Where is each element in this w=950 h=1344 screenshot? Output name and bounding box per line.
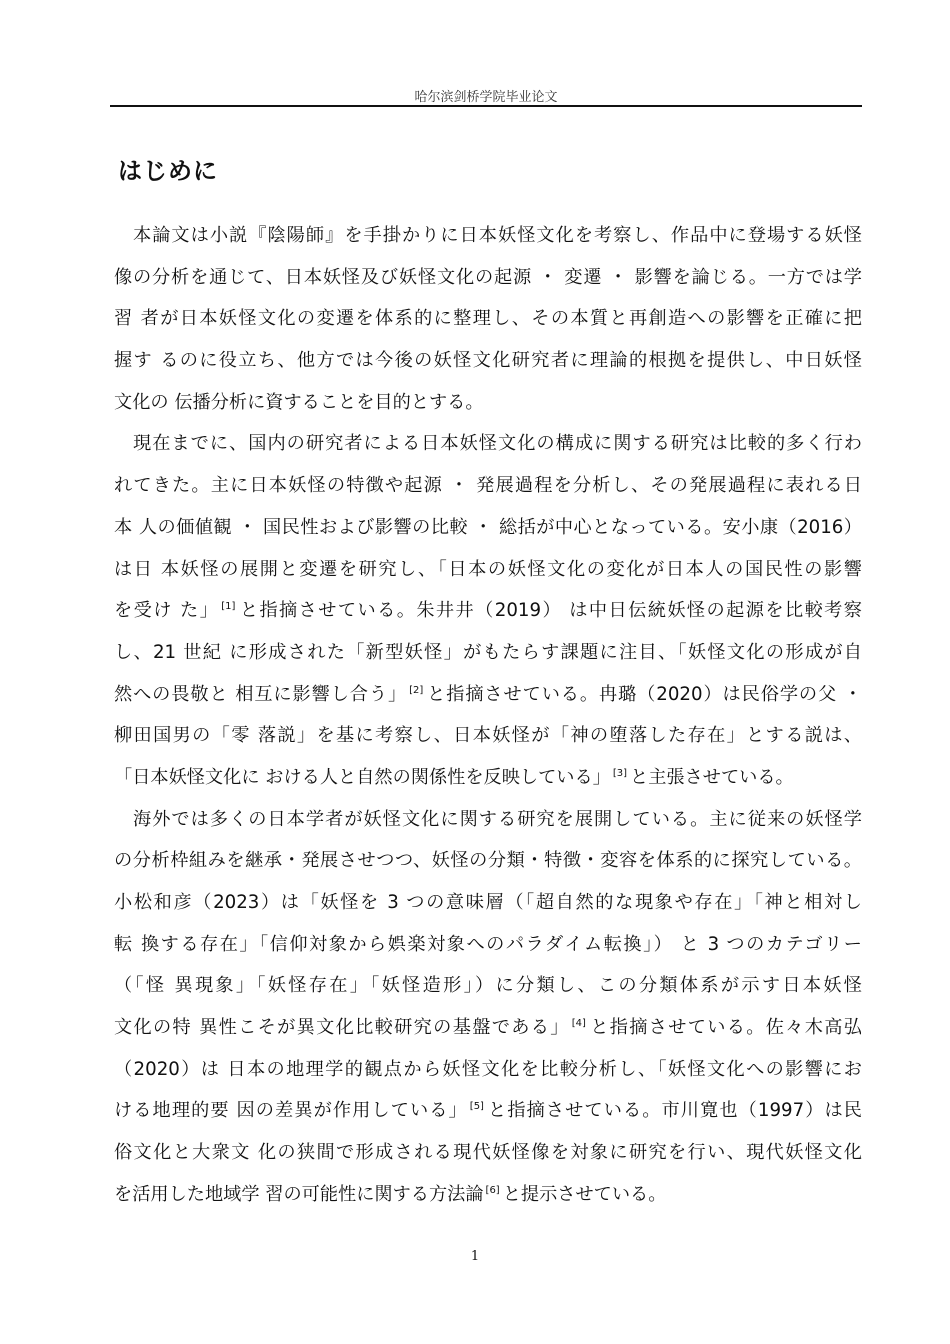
text-segment: と主張させている。 [630, 766, 794, 788]
text-line: （「怪 異現象」「妖怪存在」「妖怪造形」）に分類し、この分類体系が示す日本妖怪 [114, 975, 862, 997]
citation-ref[interactable]: [1] [221, 601, 236, 613]
body-text [114, 218, 862, 1219]
text-line [114, 1093, 862, 1135]
text-segment: と指摘させている。冉璐（2020）は民俗学の父 ・ [426, 683, 862, 705]
text-segment: 文化の特 異性こそが異文化比較研究の基盤である」 [114, 1017, 570, 1039]
text-line: 本 人の価値観 ・ 国民性および影響の比較 ・ 総括が中心となっている。安小康（2016） [114, 516, 862, 538]
text-segment: 「日本妖怪文化に おける人と自然の関係性を反映している」 [114, 766, 611, 788]
citation-ref[interactable]: [6] [485, 1184, 500, 1196]
text-segment: ける地理的要 因の差異が作用している」 [114, 1100, 468, 1122]
paragraph [114, 802, 862, 1219]
citation-ref[interactable]: [2] [409, 684, 424, 696]
text-line: し、21 世紀 に形成された「新型妖怪」がもたらす課題に注目、「妖怪文化の形成が自 [114, 641, 862, 663]
paragraph [114, 218, 862, 426]
text-segment: を受け た」 [114, 600, 220, 622]
text-line: （2020）は 日本の地理学的観点から妖怪文化を比較分析し、「妖怪文化への影響にお [114, 1058, 862, 1080]
text-line [114, 593, 862, 635]
text-segment: を活用した地域学 習の可能性に関する方法論 [114, 1183, 484, 1205]
text-line [114, 1010, 862, 1052]
text-segment: 然への畏敬と 相互に影響し合う」 [114, 683, 408, 705]
text-line: 現在までに、国内の研究者による日本妖怪文化の構成に関する研究は比較的多く行わ [133, 433, 862, 455]
citation-ref[interactable]: [3] [612, 767, 628, 779]
text-line: れてきた。主に日本妖怪の特徴や起源 ・ 発展過程を分析し、その発展過程に表れる日 [114, 475, 862, 497]
text-line: 握す るのに役立ち、他方では今後の妖怪文化研究者に理論的根拠を提供し、中日妖怪 [114, 350, 862, 372]
text-line [114, 1177, 862, 1219]
text-line: の分析枠組みを継承・発展させつつ、妖怪の分類・特徴・変容を体系的に探究している。 [114, 850, 862, 872]
section-heading: はじめに [118, 157, 218, 185]
text-segment: と指摘させている。朱井井（2019） は中日伝統妖怪の起源を比較考察 [238, 600, 862, 622]
text-line: 俗文化と大衆文 化の狭間で形成される現代妖怪像を対象に研究を行い、現代妖怪文化 [114, 1142, 862, 1164]
text-line: 柳田国男の「零 落説」を基に考察し、日本妖怪が「神の堕落した存在」とする説は、 [114, 725, 862, 747]
text-line: 転 換する存在」「信仰対象から娯楽対象へのパラダイム転換」） と 3 つのカテゴリー [114, 933, 862, 955]
page-number: 1 [470, 1249, 480, 1264]
text-line: 像の分析を通じて、日本妖怪及び妖怪文化の起源 ・ 変遷 ・ 影響を論じる。一方では学 [114, 266, 862, 288]
text-line [114, 677, 862, 719]
text-line: 習 者が日本妖怪文化の変遷を体系的に整理し、その本質と再創造への影響を正確に把 [114, 308, 862, 330]
text-line [114, 760, 862, 802]
text-line: は日 本妖怪の展開と変遷を研究し、「日本の妖怪文化の変化が日本人の国民性の影響 [114, 558, 862, 580]
citation-ref[interactable]: [5] [469, 1101, 484, 1113]
text-line: 本論文は小説『陰陽師』を手掛かりに日本妖怪文化を考察し、作品中に登場する妖怪 [133, 225, 862, 246]
text-line: 海外では多くの日本学者が妖怪文化に関する研究を展開している。主に従来の妖怪学 [133, 808, 862, 830]
text-line: 小松和彦（2023）は「妖怪を 3 つの意味層（「超自然的な現象や存在」「神と相対し [114, 892, 862, 913]
text-segment: と提示させている。 [502, 1183, 667, 1205]
citation-ref[interactable]: [4] [571, 1018, 586, 1029]
paragraph [114, 426, 862, 801]
text-segment: と指摘させている。市川寛也（1997）は民 [486, 1100, 862, 1122]
text-segment: と指摘させている。佐々木高弘 [588, 1017, 862, 1039]
header-rule [110, 105, 862, 107]
text-line: 文化の 伝播分析に資することを目的とする。 [114, 391, 484, 413]
page-header: 哈尔滨剑桥学院毕业论文 [414, 90, 558, 105]
